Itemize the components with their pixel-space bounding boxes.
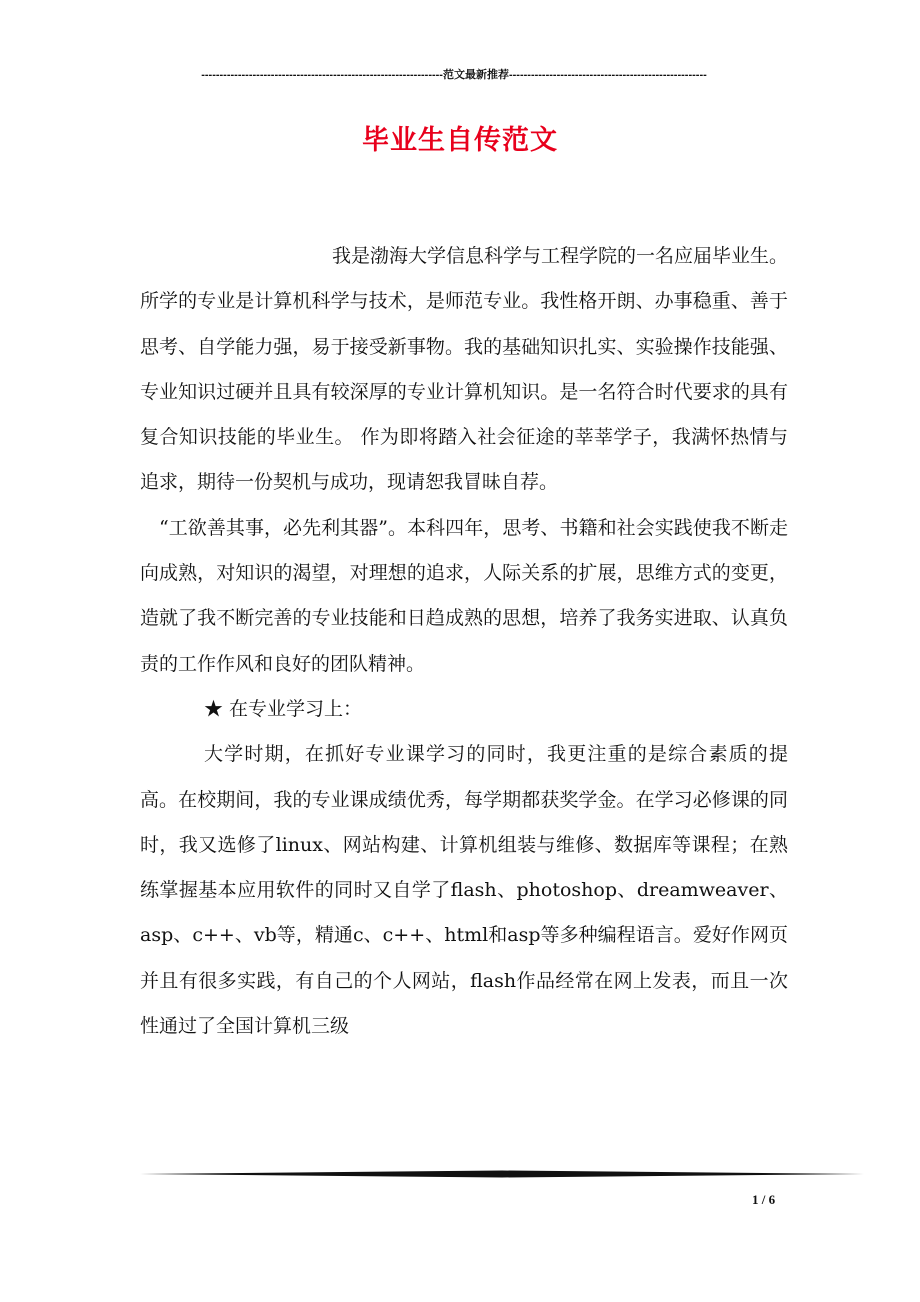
paragraph-intro: 我是渤海大学信息科学与工程学院的一名应届毕业生。所学的专业是计算机科学与技术，是师范专业。我性格开朗、办事稳重、善于思考、自学能力强，易于接受新事物。我的基础知识扎实、实验操作技能强、专业知识过硬并且具有较深厚的专业计算机知识。是一名符合时代要求的具有复合知识技能的毕业生。 作为即将踏入社会征途的莘莘学子，我满怀热情与追求，期待一份契机与成功，现请恕我冒昧自荐。 [140, 245, 789, 494]
page-header-banner: ------------------------------------------------------------------范文最新推荐------------------------------------------------------ [201, 69, 707, 81]
paragraph-quote: “工欲善其事，必先利其器”。本科四年，思考、书籍和社会实践使我不断走向成熟，对知识的渴望，对理想的追求，人际关系的扩展，思维方式的变更，造就了我不断完善的专业技能和日趋成熟的思想，培养了我务实进取、认真负责的工作作风和良好的团队精神。 [140, 516, 788, 675]
section-heading-study: ★ 在专业学习上： [204, 697, 363, 720]
document-title: 毕业生自传范文 [362, 125, 558, 156]
footer-divider [140, 1170, 864, 1178]
document-body [140, 234, 788, 1049]
paragraph-study: 大学时期，在抓好专业课学习的同时，我更注重的是综合素质的提高。在校期间，我的专业课成绩优秀，每学期都获奖学金。在学习必修课的同时，我又选修了linux、网站构建、计算机组装与维修、数据库等课程；在熟练掌握基本应用软件的同时又自学了flash、photoshop、dreamweaver、asp、c++、vb等，精通c、c++、html和asp等多种编程语言。爱好作网页并且有很多实践，有自己的个人网站，flash作品经常在网上发表，而且一次性通过了全国计算机三级 [140, 743, 788, 1038]
page-number: 1 / 6 [752, 1192, 776, 1207]
